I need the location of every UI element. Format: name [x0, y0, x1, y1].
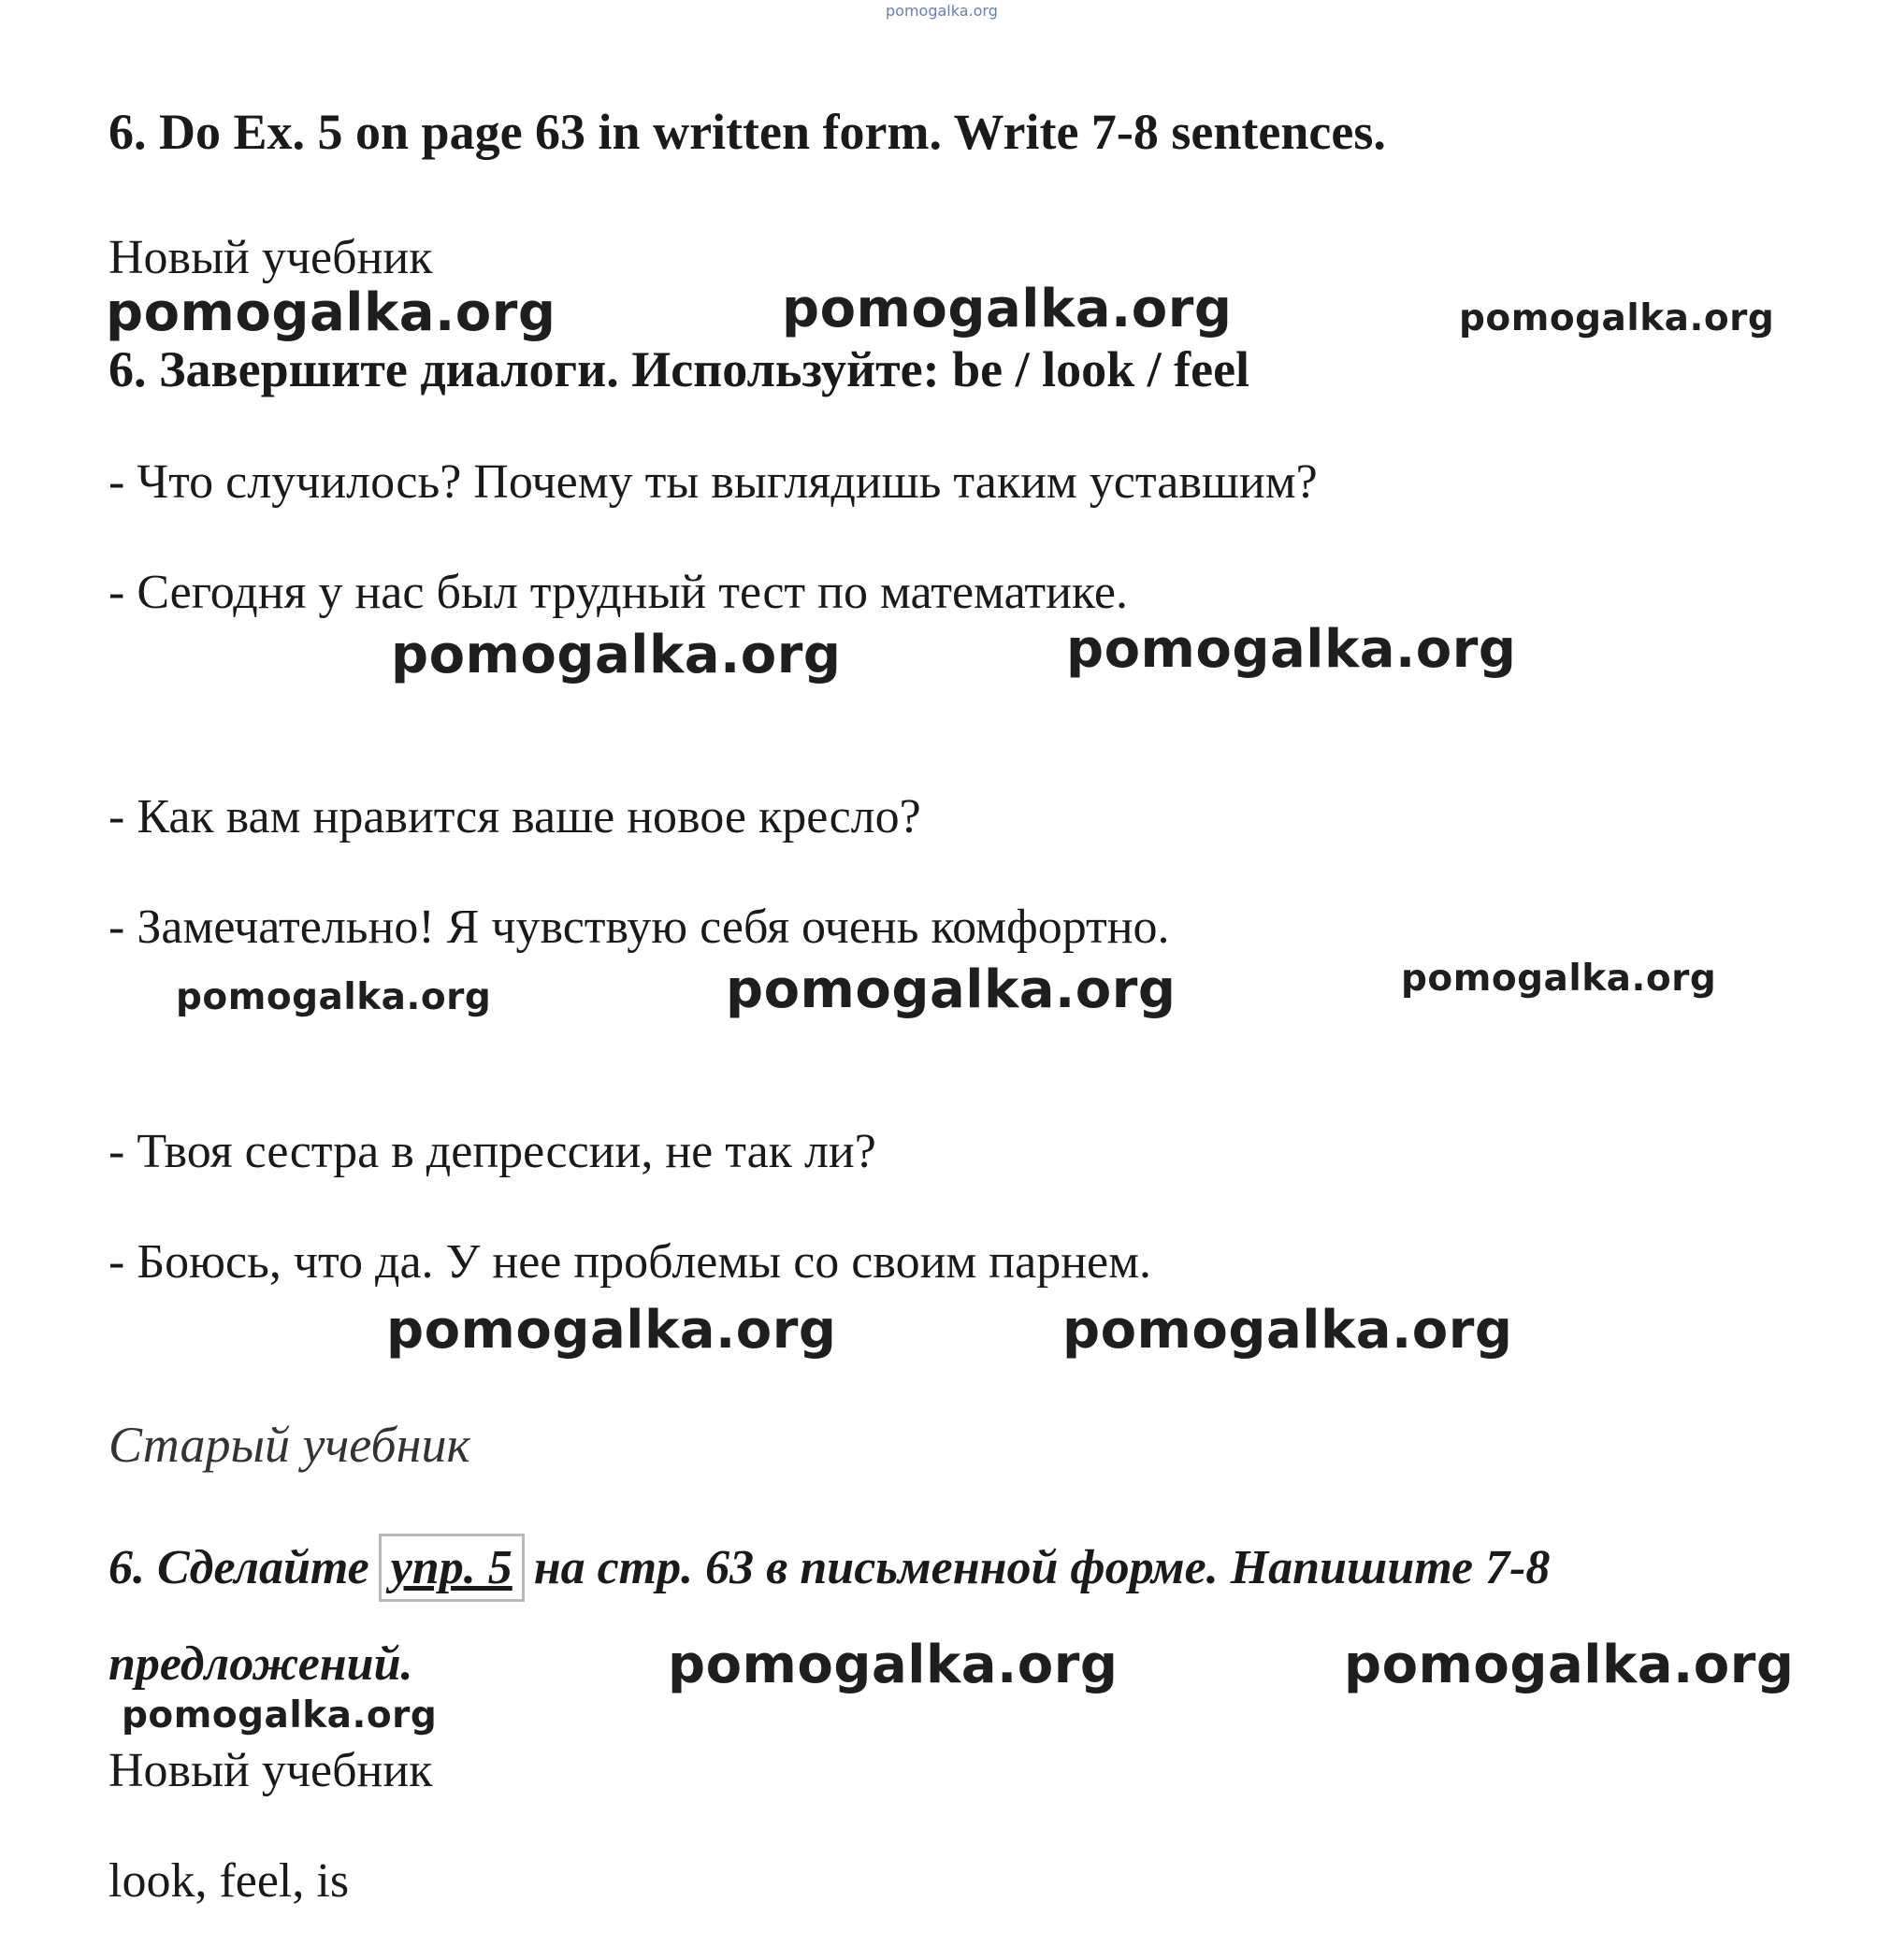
old-task-suffix: на стр. 63 в письменной форме. Напишите 7-8 [533, 1541, 1551, 1594]
dialogue-answer: - Боюсь, что да. У нее проблемы со своим парнем. [108, 1235, 1152, 1289]
dialogue-question: - Что случилось? Почему ты выглядишь таким уставшим? [108, 455, 1318, 509]
watermark: pomogalka.org [386, 1300, 837, 1361]
new-textbook-label-2: Новый учебник [108, 1744, 433, 1797]
watermark: pomogalka.org [106, 282, 556, 343]
watermark: pomogalka.org [176, 976, 492, 1018]
russian-task-heading: 6. Завершите диалоги. Используйте: be / look / feel [108, 341, 1250, 397]
watermark: pomogalka.org [782, 279, 1233, 339]
english-task-heading: 6. Do Ex. 5 on page 63 in written form. Write 7-8 sentences. [108, 104, 1386, 160]
dialogue-answer: - Замечательно! Я чувствую себя очень комфортно. [108, 901, 1170, 954]
watermark: pomogalka.org [1459, 297, 1775, 339]
exercise-link-box[interactable] [379, 1534, 525, 1602]
new-textbook-label: Новый учебник [108, 231, 433, 284]
watermark: pomogalka.org [1401, 958, 1717, 1000]
watermark: pomogalka.org [1344, 1635, 1795, 1695]
watermark: pomogalka.org [668, 1635, 1119, 1695]
old-textbook-label: Старый учебник [108, 1417, 470, 1473]
watermark: pomogalka.org [726, 959, 1177, 1020]
dialogue-question: - Как вам нравится ваше новое кресло? [108, 790, 921, 843]
watermark: pomogalka.org [1066, 619, 1517, 680]
old-task-line-2: предложений. [108, 1637, 413, 1691]
watermark: pomogalka.org [391, 625, 842, 685]
exercise-link[interactable]: упр. 5 [390, 1541, 513, 1594]
watermark: pomogalka.org [122, 1694, 438, 1737]
answer-text: look, feel, is [108, 1854, 350, 1908]
old-task-prefix: 6. Сделайте [108, 1541, 369, 1594]
dialogue-answer: - Сегодня у нас был трудный тест по математике. [108, 566, 1128, 619]
dialogue-question: - Твоя сестра в депрессии, не так ли? [108, 1125, 876, 1178]
old-task-line-1 [108, 1534, 1550, 1602]
top-watermark: pomogalka.org [886, 2, 998, 20]
watermark: pomogalka.org [1062, 1300, 1513, 1361]
